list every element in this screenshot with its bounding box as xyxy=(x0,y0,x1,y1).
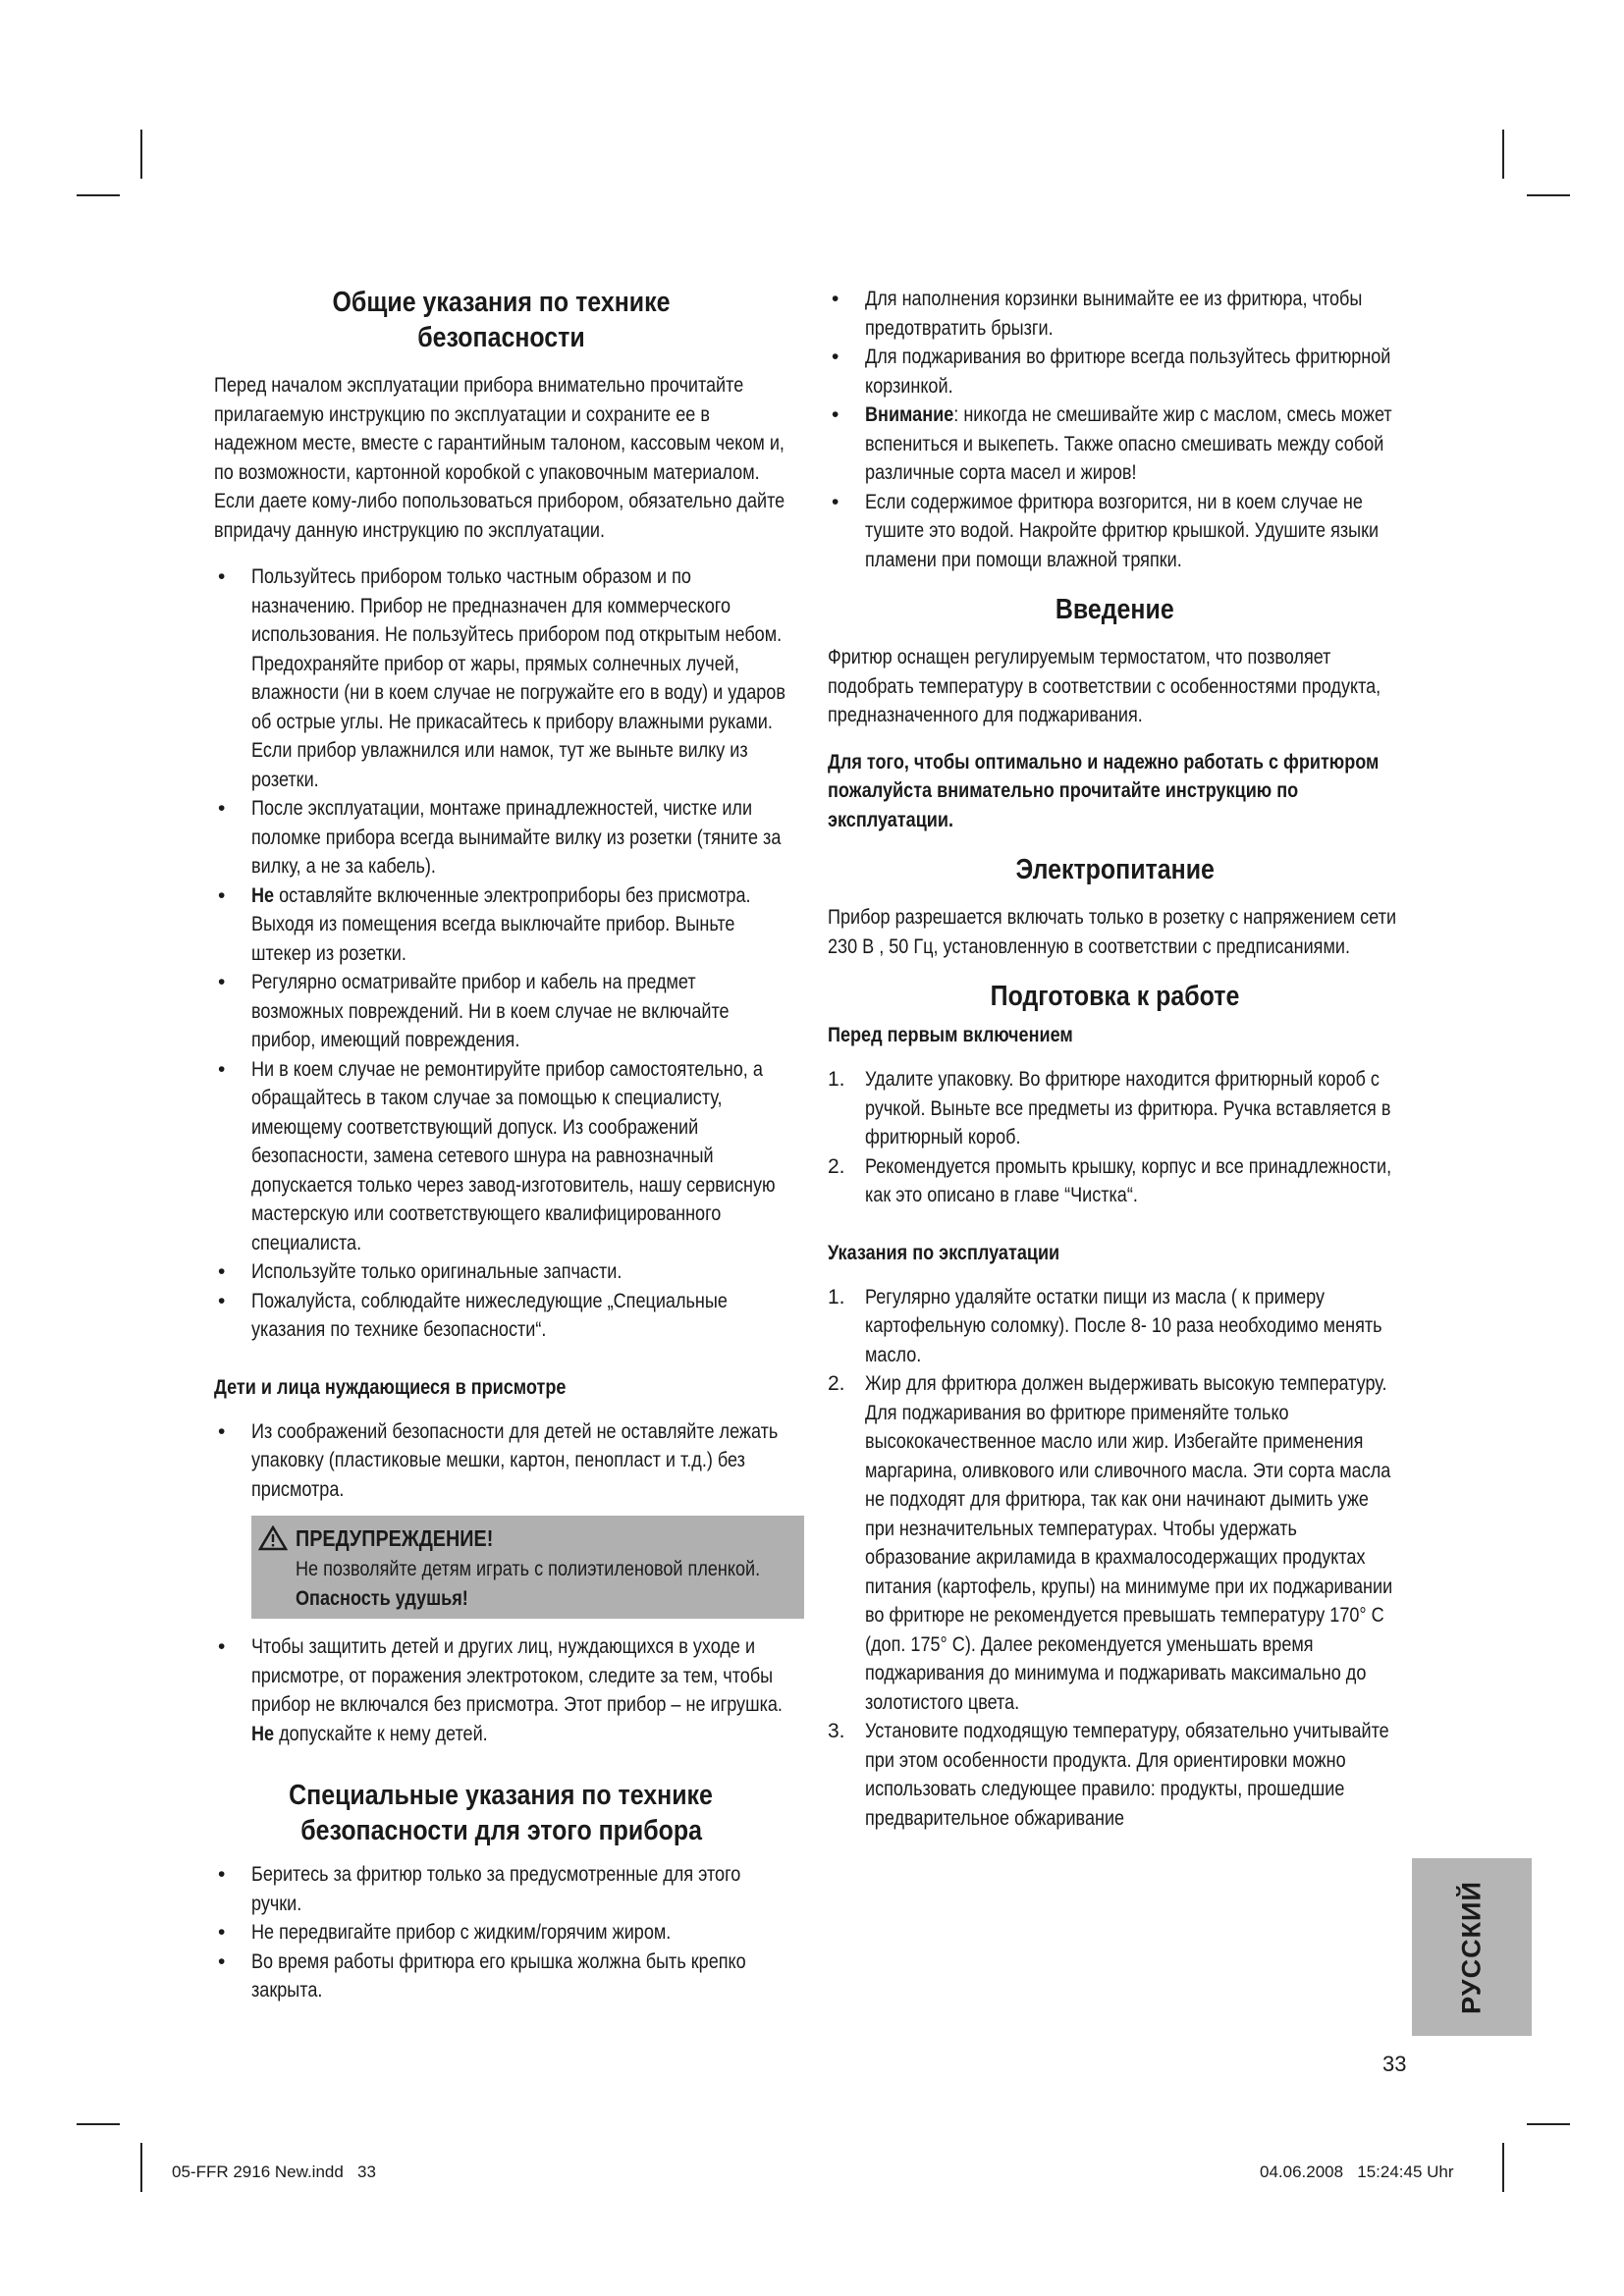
special-list xyxy=(214,1860,788,2005)
list-item: • Из соображений безопасности для детей не оставляйте лежать упаковку (пластиковые мешки, картон, пенопласт и т.д.) без присмотра. xyxy=(218,1419,779,1501)
list-item: • Не оставляйте включенные электроприборы без присмотра. Выходя из помещения всегда выключайте прибор. Выньте штекер из розетки. xyxy=(218,883,751,965)
list-item: • Используйте только оригинальные запчасти. xyxy=(218,1260,623,1283)
list-item: • Внимание: никогда не смешивайте жир с маслом, смесь может вспениться и выкепеть. Также опасно смешивать между собой различные сорта масел и жиров! xyxy=(832,403,1392,484)
crop-mark xyxy=(77,2123,120,2125)
language-tab: РУССКИЙ xyxy=(1412,1858,1532,2036)
right-column xyxy=(828,285,1402,1850)
list-item: 2. Рекомендуется промыть крышку, корпус и все принадлежности, как это описано в главе “Чистка“. xyxy=(828,1154,1392,1206)
crop-mark xyxy=(1502,2143,1504,2192)
warning-title: ПРЕДУПРЕЖДЕНИЕ! xyxy=(258,1522,794,1555)
list-item: 2. Жир для фритюра должен выдерживать высокую температуру. Для поджаривания во фритюре применяйте только высококачественное масло или жир. Избегайте применения маргарина, оливкового или сливочного масла. Эти сорта масла не подходят для фритюра, так как они начинают дымить уже при незначительных температурах. Чтобы удержать образование акриламида в крахмалосодержащих продуктах питания (картофель, крупы) на минимуме при их поджаривании во фритюре не рекомендуется превышать температуру 170° С (доп. 175° С). Далее рекомендуется уменьшать время поджаривания до минимума и поджаривать максимально до золотистого цвета. xyxy=(828,1372,1393,1714)
heading-usage: Указания по эксплуатации xyxy=(828,1241,1060,1264)
crop-mark xyxy=(77,194,120,196)
heading-power: Электропитание xyxy=(1015,854,1215,885)
heading-first-use: Перед первым включением xyxy=(828,1024,1073,1046)
warning-triangle-icon xyxy=(258,1525,288,1551)
crop-mark xyxy=(140,2143,142,2192)
usage-list xyxy=(828,1283,1402,1834)
list-item: • Беритесь за фритюр только за предусмотренные для этого ручки. xyxy=(218,1863,741,1915)
list-item: • Регулярно осматривайте прибор и кабель на предмет возможных повреждений. Ни в коем случае не включайте прибор, имеющий повреждения. xyxy=(218,971,730,1051)
list-item: • Чтобы защитить детей и других лиц, нуждающихся в уходе и присмотре, от поражения электротоком, следите за тем, чтобы прибор не включался без присмотра. Этот прибор – не игрушка. Не допускайте к нему детей. xyxy=(218,1635,783,1745)
children-list xyxy=(214,1417,788,1505)
footer-file: 05-FFR 2916 New.indd 33 xyxy=(172,2163,376,2181)
footer-date: 04.06.2008 15:24:45 Uhr xyxy=(1260,2163,1454,2181)
heading-preparation: Подготовка к работе xyxy=(990,981,1240,1012)
list-item: • Ни в коем случае не ремонтируйте прибор самостоятельно, а обращайтесь в таком случае за помощью к специалисту, имеющему соответствующий допуск. Из соображений безопасности, замена сетевого шнура на равнозначный допускается только через завод-изготовитель, нашу сервисную мастерскую или соответствующего квалифицированного специалиста. xyxy=(218,1057,776,1255)
heading-special-safety: Специальные указания по технике безопасности для этого прибора xyxy=(289,1780,714,1846)
list-item: • Пользуйтесь прибором только частным образом и по назначению. Прибор не предназначен для коммерческого использования. Не пользуйтесь прибором под открытым небом. Предохраняйте прибор от жары, прямых солнечных лучей, влажности (ни в коем случае не погружайте его в воду) и ударов об острые углы. Не прикасайтесь к прибору влажными руками. Если прибор увлажнился или намок, тут же выньте вилку из розетки. xyxy=(218,565,785,791)
left-column xyxy=(214,285,788,2023)
list-item: • Во время работы фритюра его крышка жолжна быть крепко закрыта. xyxy=(218,1949,746,2002)
heading-introduction: Введение xyxy=(1056,594,1174,625)
safety-list xyxy=(214,562,788,1345)
crop-mark xyxy=(1502,130,1504,179)
list-item: • Не передвигайте прибор с жидким/горячим жиром. xyxy=(218,1921,672,1944)
list-item: • Для поджаривания во фритюре всегда пользуйтесь фритюрной корзинкой. xyxy=(832,346,1391,398)
warning-text: Не позволяйте детям играть с полиэтиленовой пленкой. Опасность удушья! xyxy=(296,1558,761,1610)
list-item: • После эксплуатации, монтаже принадлежностей, чистке или поломке прибора всегда вынимайте вилку из розетки (тяните за вилку, а не за кабель). xyxy=(218,797,782,878)
first-use-list xyxy=(828,1065,1402,1210)
list-item: • Пожалуйста, соблюдайте нижеследующие „Специальные указания по технике безопасности“. xyxy=(218,1289,728,1341)
power-text: Прибор разрешается включать только в розетку с напряжением сети xyxy=(828,906,1397,929)
list-item: • Если содержимое фритюра возгорится, ни в коем случае не тушите это водой. Накройте фритюр крышкой. Удушите языки пламени при помощи влажной тряпки. xyxy=(832,490,1380,571)
intro-paragraph: Перед началом эксплуатации прибора внимательно прочитайте прилагаемую инструкцию по эксплуатации и сохраните ее в надежном месте, вместе с гарантийным талоном, кассовым чеком и, по возможности, картонной коробкой с упаковочным материалом. Если даете кому-либо попользоваться прибором, обязательно дайте впридачу данную инструкцию по эксплуатации. xyxy=(214,374,785,542)
introduction-bold-text: Для того, чтобы оптимально и надежно работать с фритюром пожалуйста внимательно прочитайте инструкцию по эксплуатации. xyxy=(828,750,1380,831)
heading-general-safety: Общие указания по технике безопасности xyxy=(332,287,671,353)
warning-box xyxy=(251,1516,804,1619)
crop-mark xyxy=(1527,2123,1570,2125)
list-item: • Для наполнения корзинки вынимайте ее из фритюра, чтобы предотвратить брызги. xyxy=(832,288,1363,340)
heading-children: Дети и лица нуждающиеся в присмотре xyxy=(214,1375,567,1399)
list-item: 1. Удалите упаковку. Во фритюре находится фритюрный короб с ручкой. Выньте все предметы из фритюра. Ручка вставляется в фритюрный короб. xyxy=(828,1068,1391,1148)
safety-list-continued xyxy=(828,285,1402,574)
list-item: 3. Установите подходящую температуру, обязательно учитывайте при этом особенности продукта. Для ориентировки можно использовать следующее правило: продукты, прошедшие предварительное обжаривание xyxy=(828,1720,1389,1830)
list-item: 1. Регулярно удаляйте остатки пищи из масла ( к примеру картофельную соломку). После 8- 10 раза необходимо менять масло. xyxy=(828,1285,1382,1366)
power-text-2: 230 В , 50 Гц, установленную в соответствии с предписаниями. xyxy=(828,934,1350,958)
page-number: 33 xyxy=(1382,2052,1407,2076)
crop-mark xyxy=(140,130,142,179)
introduction-text: Фритюр оснащен регулируемым термостатом, что позволяет подобрать температуру в соответствии с особенностями продукта, предназначенного для поджаривания. xyxy=(828,646,1381,726)
crop-mark xyxy=(1527,194,1570,196)
children-list-2 xyxy=(214,1632,788,1748)
